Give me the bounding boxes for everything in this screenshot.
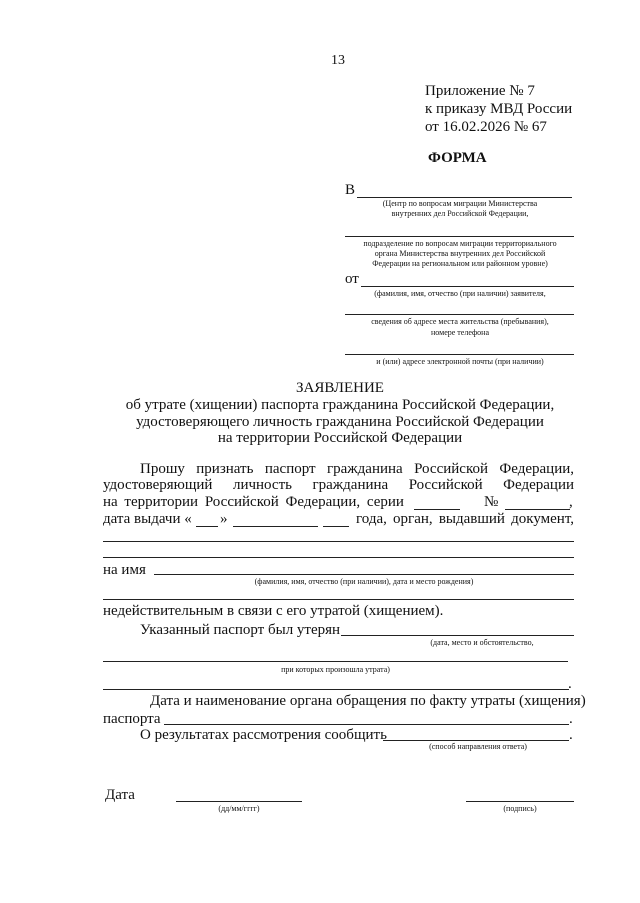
to-line (357, 197, 572, 198)
subdiv-hint-2: органа Министерства внутренних дел Российской (374, 249, 546, 258)
period-2: . (569, 711, 573, 727)
series-line (414, 509, 460, 510)
subdiv-hint-1: подразделение по вопросам миграции территориального (363, 239, 557, 248)
invalid-text: недействительным в связи с его утратой (хищением). (103, 603, 444, 619)
body-line-4-b: » (220, 511, 228, 527)
email-hint: и (или) адресе электронной почты (при наличии) (376, 357, 544, 366)
comma-1: , (569, 494, 573, 510)
day-line (196, 526, 218, 527)
subdiv-hint-3: Федерации на региональном или районном уровне) (372, 259, 548, 268)
result-hint: (способ направления ответа) (429, 742, 527, 751)
date-line (176, 801, 302, 802)
authority-line-2 (103, 557, 574, 558)
name-line-2 (103, 599, 574, 600)
result-prefix: О результатах рассмотрения сообщить (140, 727, 387, 743)
body-line-2: удостоверяющий личность гражданина Российской Федерации (103, 477, 574, 493)
period-1: . (568, 676, 572, 692)
lost-prefix: Указанный паспорт был утерян (140, 622, 341, 638)
form-label: ФОРМА (428, 150, 487, 166)
from-prefix: от (345, 271, 359, 287)
date-hint: (дд/мм/гггг) (218, 804, 260, 813)
address-hint-1: сведения об адресе места жительства (пребывания), (371, 317, 549, 326)
lost-line-2 (103, 661, 568, 662)
from-line (361, 286, 574, 287)
title-line-3: на территории Российской Федерации (217, 430, 463, 446)
period-3: . (569, 727, 573, 743)
body-line-3-b: № (484, 494, 499, 510)
authority-line-1 (103, 541, 574, 542)
name-prefix: на имя (103, 562, 146, 578)
title-line-1: об утрате (хищении) паспорта гражданина Российской Федерации, (125, 397, 555, 413)
email-line (345, 354, 574, 355)
number-line (505, 509, 570, 510)
subdiv-line (345, 236, 574, 237)
address-hint-2: номере телефона (431, 328, 489, 337)
document-title: ЗАЯВЛЕНИЕ (296, 380, 384, 396)
appendix-line-3: от 16.02.2026 № 67 (425, 119, 547, 135)
page-number: 13 (331, 53, 345, 68)
lost-hint-2: при которых произошла утрата) (281, 665, 390, 674)
lost-line-3 (103, 689, 569, 690)
address-line (345, 314, 574, 315)
name-hint: (фамилия, имя, отчество (при наличии), дата и место рождения) (254, 577, 474, 586)
from-hint: (фамилия, имя, отчество (при наличии) заявителя, (374, 289, 546, 298)
date-label: Дата (105, 787, 135, 803)
body-line-3-a: на территории Российской Федерации, серии (103, 494, 404, 510)
body-line-4-c: года, орган, выдавший документ, (356, 511, 574, 527)
result-line (383, 740, 569, 741)
to-hint-2: внутренних дел Российской Федерации, (391, 209, 529, 218)
signature-hint: (подпись) (503, 804, 537, 813)
signature-line (466, 801, 574, 802)
lost-hint-1: (дата, место и обстоятельство, (430, 638, 534, 647)
year-line (323, 526, 349, 527)
date-org-line: Дата и наименование органа обращения по факту утраты (хищения) (150, 693, 586, 709)
appendix-line-1: Приложение № 7 (425, 83, 535, 99)
to-prefix: В (345, 182, 356, 198)
passport-line (164, 724, 569, 725)
month-line (233, 526, 318, 527)
title-line-2: удостоверяющего личность гражданина Российской Федерации (136, 414, 544, 430)
name-line (154, 574, 574, 575)
body-line-1: Прошу признать паспорт гражданина Российской Федерации, (140, 461, 574, 477)
to-hint-1: (Центр по вопросам миграции Министерства (382, 199, 538, 208)
passport-word: паспорта (103, 711, 161, 727)
appendix-line-2: к приказу МВД России (425, 101, 573, 117)
lost-line (341, 635, 574, 636)
body-line-4-a: дата выдачи « (103, 511, 192, 527)
